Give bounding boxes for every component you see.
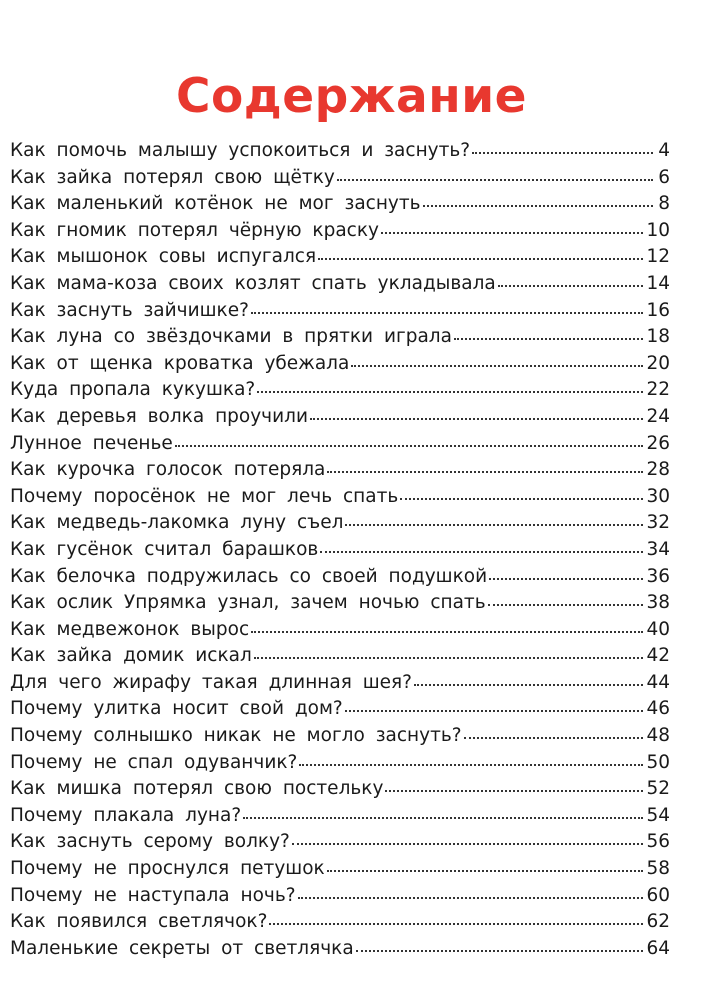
toc-entry-page-number: 46 [646, 698, 670, 720]
toc-entry-title: Почему не наступала ночь? [10, 884, 296, 906]
dot-leader [298, 895, 644, 899]
toc-entry-title: Как белочка подружилась со своей подушкой [10, 565, 488, 587]
dot-leader [269, 921, 643, 925]
toc-entry-page-number: 4 [658, 140, 670, 161]
toc-entry[interactable] [10, 670, 670, 697]
dot-leader [414, 682, 643, 686]
toc-entry[interactable] [10, 510, 670, 537]
toc-entry[interactable] [10, 696, 670, 723]
toc-entry-title: Как мишка потерял свою постельку [10, 778, 384, 800]
dot-leader [464, 735, 644, 739]
toc-entry[interactable] [10, 803, 670, 830]
toc-entry-page-number: 32 [646, 512, 670, 534]
dot-leader [257, 389, 643, 393]
toc-entry-page-number: 38 [646, 592, 670, 614]
toc-entry-title: Как заснуть зайчишке? [10, 299, 249, 321]
toc-entry-page-number: 8 [658, 193, 670, 215]
toc-entry[interactable] [10, 617, 670, 644]
dot-leader [327, 868, 644, 872]
toc-entry[interactable] [10, 537, 670, 564]
dot-leader [385, 788, 643, 792]
dot-leader [251, 310, 644, 314]
toc-entry-title: Почему не спал одуванчик? [10, 751, 298, 773]
dot-leader [423, 203, 653, 207]
toc-entry[interactable] [10, 404, 670, 431]
dot-leader [345, 522, 643, 526]
toc-entry-page-number: 48 [646, 725, 670, 747]
dot-leader [327, 469, 643, 473]
toc-entry[interactable] [10, 723, 670, 750]
toc-entry-title: Как зайка домик искал [10, 645, 252, 667]
toc-entry-title: Как заснуть серому волку? [10, 831, 290, 853]
toc-entry-page-number: 28 [646, 459, 670, 481]
dot-leader [175, 443, 644, 447]
toc-entry-title: Как деревья волка проучили [10, 405, 308, 427]
toc-entry-title: Почему плакала луна? [10, 804, 242, 826]
toc-entry-page-number: 54 [646, 804, 670, 826]
toc-entry[interactable] [10, 218, 670, 245]
toc-entry[interactable] [10, 165, 670, 192]
toc-entry[interactable] [10, 643, 670, 670]
toc-entry-title: Для чего жирафу такая длинная шея? [10, 671, 413, 693]
dot-leader [488, 602, 644, 606]
toc-entry-page-number: 24 [646, 405, 670, 427]
toc-entry-page-number: 42 [646, 645, 670, 667]
page-title: Содержание [175, 69, 528, 125]
toc-entry-page-number: 30 [646, 485, 670, 507]
toc-entry-title: Как гномик потерял чёрную краску [10, 219, 379, 241]
toc-entry-title: Куда пропала кукушка? [10, 379, 256, 401]
toc-entry-title: Как от щенка кроватка убежала [10, 352, 350, 374]
toc-entry[interactable] [10, 750, 670, 777]
toc-entry-page-number: 14 [646, 272, 670, 294]
toc-entry-title: Почему улитка носит свой дом? [10, 698, 343, 720]
toc-entry-page-number: 12 [646, 246, 670, 268]
toc-entry[interactable] [10, 484, 670, 511]
dot-leader [251, 629, 643, 633]
toc-entry-page-number: 64 [646, 937, 670, 959]
dot-leader [400, 496, 643, 500]
dot-leader [381, 230, 644, 234]
toc-entry-title: Почему не проснулся петушок [10, 858, 325, 880]
toc-entry-page-number: 10 [646, 219, 670, 241]
dot-leader [345, 708, 644, 712]
dot-leader [454, 336, 644, 340]
toc-entry[interactable] [10, 431, 670, 458]
dot-leader [292, 841, 644, 845]
toc-entry-page-number: 52 [646, 778, 670, 800]
toc-entry-title: Как гусёнок считал барашков [10, 538, 319, 560]
toc-entry[interactable] [10, 936, 670, 963]
toc-entry-title: Как зайка потерял свою щётку [10, 166, 335, 188]
toc-entry[interactable] [10, 244, 670, 271]
table-of-contents [10, 138, 670, 962]
toc-entry[interactable] [10, 883, 670, 910]
toc-entry[interactable] [10, 564, 670, 591]
toc-entry-title: Как мышонок совы испугался [10, 246, 317, 268]
toc-entry-title: Как помочь малышу успокоиться и заснуть? [10, 140, 471, 161]
toc-entry[interactable] [10, 377, 670, 404]
toc-entry-page-number: 44 [646, 671, 670, 693]
dot-leader [356, 948, 644, 952]
toc-entry-title: Как медведь-лакомка луну съел [10, 512, 344, 534]
dot-leader [243, 815, 643, 819]
toc-entry-page-number: 26 [646, 432, 670, 454]
dot-leader [310, 416, 643, 420]
dot-leader [498, 283, 644, 287]
dot-leader [320, 549, 643, 553]
toc-entry-title: Маленькие секреты от светлячка [10, 937, 354, 959]
toc-entry-title: Как луна со звёздочками в прятки играла [10, 326, 452, 348]
dot-leader [489, 576, 643, 580]
toc-entry[interactable] [10, 138, 670, 165]
dot-leader [318, 256, 643, 260]
dot-leader [351, 363, 643, 367]
toc-entry[interactable] [10, 829, 670, 856]
toc-entry-title: Почему поросёнок не мог лечь спать [10, 485, 399, 507]
toc-entry-page-number: 36 [646, 565, 670, 587]
toc-entry[interactable] [10, 298, 670, 325]
toc-entry-title: Как маленький котёнок не мог заснуть [10, 193, 421, 215]
toc-entry[interactable] [10, 590, 670, 617]
toc-entry-page-number: 16 [646, 299, 670, 321]
toc-entry[interactable] [10, 776, 670, 803]
toc-entry-page-number: 6 [658, 166, 670, 188]
toc-entry[interactable] [10, 324, 670, 351]
toc-entry-page-number: 58 [646, 858, 670, 880]
toc-entry-page-number: 34 [646, 538, 670, 560]
toc-entry[interactable] [10, 457, 670, 484]
toc-entry[interactable] [10, 351, 670, 378]
toc-entry[interactable] [10, 191, 670, 218]
toc-entry-title: Как курочка голосок потеряла [10, 459, 326, 481]
toc-entry[interactable] [10, 856, 670, 883]
toc-entry-page-number: 22 [646, 379, 670, 401]
dot-leader [472, 150, 653, 154]
toc-entry-page-number: 18 [646, 326, 670, 348]
toc-entry-title: Как медвежонок вырос [10, 618, 250, 640]
dot-leader [254, 655, 644, 659]
toc-entry-page-number: 40 [646, 618, 670, 640]
dot-leader [299, 762, 643, 766]
toc-entry-page-number: 50 [646, 751, 670, 773]
toc-entry-title: Как ослик Упрямка узнал, зачем ночью спать [10, 592, 486, 614]
dot-leader [337, 177, 653, 181]
toc-entry-title: Почему солнышко никак не могло заснуть? [10, 725, 462, 747]
toc-entry-page-number: 60 [646, 884, 670, 906]
toc-entry-title: Как мама-коза своих козлят спать укладывала [10, 272, 496, 294]
toc-entry-page-number: 20 [646, 352, 670, 374]
toc-entry-title: Лунное печенье [10, 432, 173, 454]
toc-entry[interactable] [10, 271, 670, 298]
toc-entry-page-number: 62 [646, 911, 670, 933]
toc-entry-title: Как появился светлячок? [10, 911, 268, 933]
toc-entry[interactable] [10, 909, 670, 936]
toc-entry-page-number: 56 [646, 831, 670, 853]
